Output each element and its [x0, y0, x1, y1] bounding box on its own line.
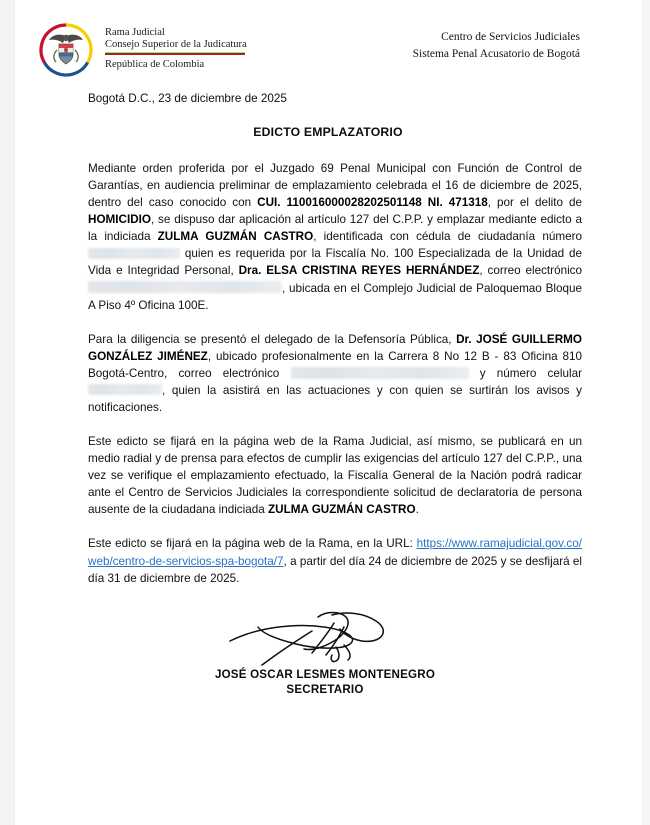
paragraph-publicacion — [88, 433, 582, 518]
p4-text-1: Este edicto se fijará en la página web de la Rama, en la URL: — [88, 537, 417, 551]
p4-text-2: , a partir del día 24 de diciembre de 2025 y se desfijará el día 31 de diciembre de 2025. — [88, 554, 582, 585]
paragraph-url-fijacion — [88, 535, 582, 586]
secretary-role: SECRETARIO — [286, 683, 364, 697]
tricolor-rule — [105, 52, 245, 55]
date-line: Bogotá D.C., 23 de diciembre de 2025 — [88, 92, 287, 105]
p2-text-1: Para la diligencia se presentó el delegado de la Defensoría Pública, — [88, 332, 457, 346]
public-defender-name: Dr. JOSÉ GUILLERMO GONZÁLEZ JIMÉNEZ — [88, 332, 582, 363]
document-header — [36, 14, 582, 80]
p1-text-7: , ubicada en el Complejo Judicial de Paloquemao Bloque A Piso 4º Oficina 100E. — [88, 281, 582, 312]
brand-line-republica-colombia: República de Colombia — [105, 59, 205, 71]
paragraph-defensoria — [88, 331, 582, 416]
prosecutor-name: Dra. ELSA CRISTINA REYES HERNÁNDEZ — [238, 264, 480, 278]
p1-text-6: , correo electrónico — [479, 264, 583, 278]
issuing-office — [413, 18, 582, 62]
defender-phone-redacted — [88, 384, 162, 395]
document-body — [36, 92, 582, 697]
crime-label: HOMICIDIO — [88, 213, 151, 227]
p1-text-5: quien es requerida por la Fiscalía No. 100 Especializada de la Unidad de Vida e Integridad Personal, — [88, 247, 582, 278]
brand-line-consejo-superior: Consejo Superior de la Judicatura — [105, 39, 247, 51]
page-title: EDICTO EMPLAZATORIO — [253, 125, 403, 139]
handwritten-signature-icon — [200, 607, 450, 673]
indicted-person-name: ZULMA GUZMÁN CASTRO — [157, 230, 314, 244]
p1-text-4: , identificada con cédula de ciudadanía número — [313, 230, 582, 244]
rama-judicial-url-link[interactable]: https://www.ramajudicial.gov.co/web/centro-de-servicios-spa-bogota/7 — [88, 537, 582, 568]
colombia-judicial-branch-emblem-icon — [36, 20, 96, 80]
paragraph-emplazamiento — [88, 160, 582, 314]
p3-text-2: . — [415, 503, 419, 517]
institution-branding — [36, 18, 247, 80]
cedula-number-redacted — [88, 248, 180, 259]
branding-text — [105, 18, 247, 72]
defender-email-redacted — [291, 367, 469, 379]
secretary-name: JOSÉ OSCAR LESMES MONTENEGRO — [214, 667, 436, 681]
p2-text-4: , quien la asistirá en las actuaciones y con quien se surtirán los avisos y notificaciones. — [88, 383, 582, 415]
p2-text-2: , ubicado profesionalmente en la Carrera 8 No 12 B - 83 Oficina 810 Bogotá-Centro, correo electrónico — [88, 349, 582, 380]
fiscal-email-redacted — [88, 281, 282, 293]
case-cui-number: CUI. 110016000028202501148 NI. 471318 — [257, 196, 488, 210]
signature-block — [88, 607, 582, 698]
indicted-person-name-repeat: ZULMA GUZMÁN CASTRO — [268, 503, 416, 517]
p3-text-1: Este edicto se fijará en la página web de la Rama Judicial, así mismo, se publicará en un medio radial y de prensa para efectos de cumplir las exigencias del artículo 127 del C.P.P., una vez se verifique el emplazamiento efectuado, la Fiscalía General de la Nación podrá radicar ante el Centro de Servicios Judiciales la correspondiente solicitud de declaratoria de persona ausente de la ciudadana indiciada — [88, 435, 582, 517]
p1-text-2: , por el delito de — [487, 196, 582, 210]
p2-text-3: y número celular — [468, 366, 582, 380]
brand-line-rama-judicial: Rama Judicial — [105, 27, 165, 38]
p1-text-3: , se dispuso dar aplicación al artículo 127 del C.P.P. y emplazar mediante edicto a la indiciada — [88, 213, 582, 244]
office-line-sistema-penal: Sistema Penal Acusatorio de Bogotá — [412, 47, 580, 60]
p1-text-1: Mediante orden proferida por el Juzgado 69 Penal Municipal con Función de Control de Garantías, en audiencia preliminar de emplazamiento celebrada el 16 de diciembre de 2025, dentro del caso conocido con — [88, 162, 582, 210]
office-line-centro-servicios: Centro de Servicios Judiciales — [441, 31, 580, 43]
